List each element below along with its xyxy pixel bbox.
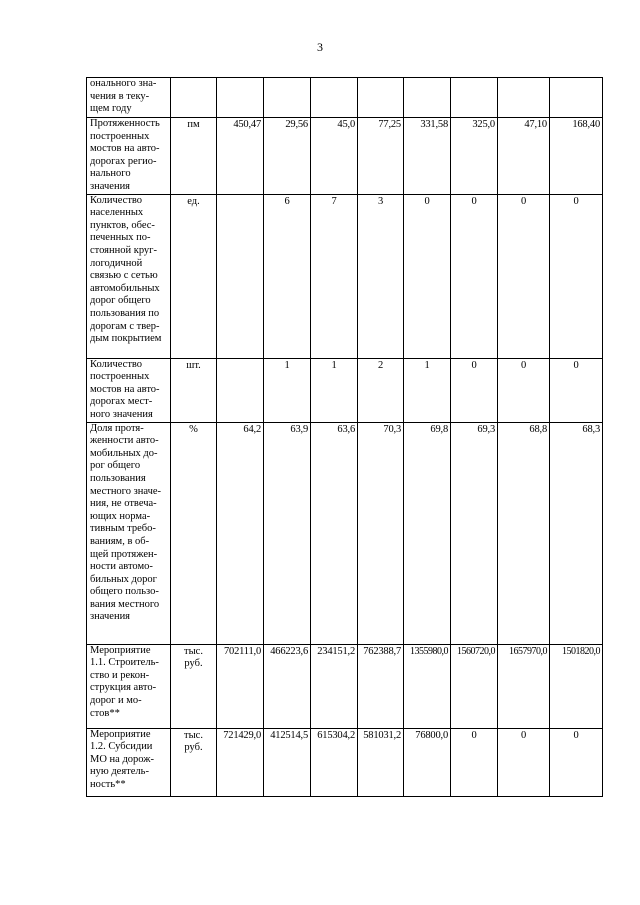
value-cell: 7 (311, 194, 358, 358)
value-cell: 0 (451, 358, 498, 422)
value-cell: 721429,0 (217, 728, 264, 796)
value-cell (550, 78, 603, 118)
value-cell: 29,56 (264, 118, 311, 195)
value-cell: 68,8 (498, 422, 550, 644)
indicators-table (86, 77, 603, 797)
value-cell: 1 (311, 358, 358, 422)
value-cell: 762388,7 (358, 644, 404, 728)
value-cell: 1560720,0 (451, 644, 498, 728)
value-cell (404, 78, 451, 118)
value-cell: 3 (358, 194, 404, 358)
value-cell: 581031,2 (358, 728, 404, 796)
value-cell: 6 (264, 194, 311, 358)
value-cell (358, 78, 404, 118)
value-cell: 70,3 (358, 422, 404, 644)
value-cell: 63,9 (264, 422, 311, 644)
value-cell: 1355980,0 (404, 644, 451, 728)
unit-cell: ед. (171, 194, 217, 358)
value-cell: 466223,6 (264, 644, 311, 728)
value-cell: 234151,2 (311, 644, 358, 728)
value-cell: 1501820,0 (550, 644, 603, 728)
value-cell: 69,3 (451, 422, 498, 644)
value-cell: 0 (451, 194, 498, 358)
indicator-name-cell: онального зна- чения в теку- щем году (87, 78, 171, 118)
value-cell: 0 (451, 728, 498, 796)
unit-cell: тыс. руб. (171, 644, 217, 728)
value-cell: 412514,5 (264, 728, 311, 796)
value-cell (451, 78, 498, 118)
value-cell: 1 (264, 358, 311, 422)
page-number: 3 (317, 40, 323, 54)
value-cell: 615304,2 (311, 728, 358, 796)
value-cell: 0 (498, 728, 550, 796)
value-cell: 63,6 (311, 422, 358, 644)
value-cell: 702111,0 (217, 644, 264, 728)
value-cell: 0 (550, 358, 603, 422)
unit-cell: % (171, 422, 217, 644)
table-row (87, 194, 603, 358)
value-cell: 64,2 (217, 422, 264, 644)
indicator-name-cell: Мероприятие 1.1. Строитель- ство и рекон- струкция авто- дорог и мо- стов** (87, 644, 171, 728)
value-cell: 325,0 (451, 118, 498, 195)
table-row (87, 358, 603, 422)
indicator-name-cell: Мероприятие 1.2. Субсидии МО на дорож- ную деятель- ность** (87, 728, 171, 796)
value-cell (217, 358, 264, 422)
value-cell (264, 78, 311, 118)
value-cell: 0 (498, 194, 550, 358)
value-cell: 77,25 (358, 118, 404, 195)
unit-cell: пм (171, 118, 217, 195)
value-cell: 1 (404, 358, 451, 422)
indicator-name-cell: Количество населенных пунктов, обес- печенных по- стоянной круг- логодичной связью с сетью автомобильных дорог общего пользования по дорогам с твер- дым покрытием (87, 194, 171, 358)
value-cell: 68,3 (550, 422, 603, 644)
indicator-name-cell: Количество построенных мостов на авто- дорогах мест- ного значения (87, 358, 171, 422)
value-cell: 168,40 (550, 118, 603, 195)
table-row (87, 118, 603, 195)
value-cell: 450,47 (217, 118, 264, 195)
table-row (87, 728, 603, 796)
indicator-name-cell: Доля протя- женности авто- мобильных до- рог общего пользования местного значе- ния, не отвеча- ющих норма- тивным требо- ваниям, в об- щей протяжен- ности автомо- бильных дорог общего пользо- вания местного значения (87, 422, 171, 644)
value-cell: 76800,0 (404, 728, 451, 796)
value-cell: 1657970,0 (498, 644, 550, 728)
value-cell: 47,10 (498, 118, 550, 195)
table-row (87, 644, 603, 728)
value-cell: 69,8 (404, 422, 451, 644)
value-cell: 45,0 (311, 118, 358, 195)
table-row (87, 422, 603, 644)
value-cell (498, 78, 550, 118)
unit-cell: тыс. руб. (171, 728, 217, 796)
value-cell: 2 (358, 358, 404, 422)
value-cell: 0 (550, 194, 603, 358)
value-cell: 0 (498, 358, 550, 422)
unit-cell (171, 78, 217, 118)
value-cell (217, 194, 264, 358)
value-cell: 0 (404, 194, 451, 358)
value-cell (311, 78, 358, 118)
indicator-name-cell: Протяженность построенных мостов на авто- дорогах регио- нального значения (87, 118, 171, 195)
value-cell: 331,58 (404, 118, 451, 195)
table-row (87, 78, 603, 118)
value-cell (217, 78, 264, 118)
unit-cell: шт. (171, 358, 217, 422)
value-cell: 0 (550, 728, 603, 796)
